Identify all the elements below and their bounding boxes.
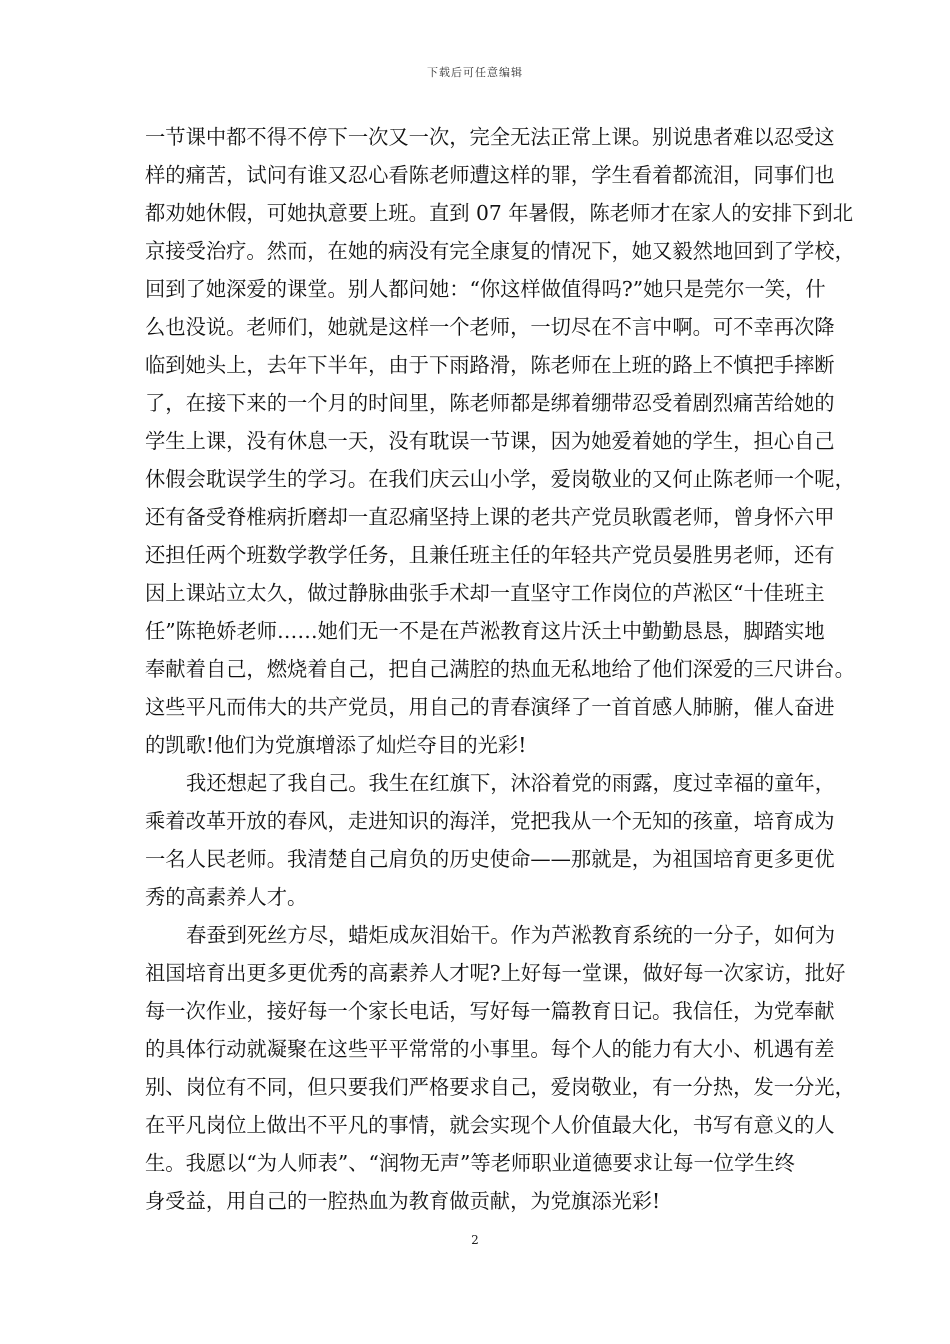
text-line: 身受益，用自己的一腔热血为教育做贡献，为党旗添光彩! [145, 1189, 661, 1213]
text-line: 别、岗位有不同，但只要我们严格要求自己，爱岗敬业，有一分热，发一分光， [145, 1075, 855, 1099]
text-line: 临到她头上，去年下半年，由于下雨路滑，陈老师在上班的路上不慎把手摔断 [145, 353, 835, 377]
text-line: 都劝她休假，可她执意要上班。直到 07 年暑假，陈老师才在家人的安排下到北 [145, 201, 853, 225]
text-line: 回到了她深爱的课堂。别人都问她：“你这样做值得吗?”她只是莞尔一笑，什 [145, 277, 826, 301]
text-line: 在平凡岗位上做出不平凡的事情，就会实现个人价值最大化，书写有意义的人 [145, 1113, 835, 1137]
body-text [145, 118, 855, 1220]
text-line: 的凯歌!他们为党旗增添了灿烂夺目的光彩! [145, 733, 527, 757]
text-line: 一节课中都不得不停下一次又一次，完全无法正常上课。别说患者难以忍受这 [145, 125, 835, 149]
text-line: 么也没说。老师们，她就是这样一个老师，一切尽在不言中啊。可不幸再次降 [145, 315, 835, 339]
text-line: 生。我愿以“为人师表”、“润物无声”等老师职业道德要求让每一位学生终 [145, 1151, 795, 1175]
text-line: 的具体行动就凝聚在这些平平常常的小事里。每个人的能力有大小、机遇有差 [145, 1037, 835, 1061]
text-line: 这些平凡而伟大的共产党员，用自己的青春演绎了一首首感人肺腑，催人奋进 [145, 695, 835, 719]
paragraph-start-line: 我还想起了我自己。我生在红旗下，沐浴着党的雨露，度过幸福的童年， [186, 771, 836, 795]
text-line: 还有备受脊椎病折磨却一直忍痛坚持上课的老共产党员耿霞老师，曾身怀六甲 [145, 505, 835, 529]
text-line: 奉献着自己，燃烧着自己，把自己满腔的热血无私地给了他们深爱的三尺讲台。 [145, 657, 855, 681]
text-line: 了，在接下来的一个月的时间里，陈老师都是绑着绷带忍受着剧烈痛苦给她的 [145, 391, 835, 415]
text-line: 因上课站立太久，做过静脉曲张手术却一直坚守工作岗位的芦淞区“十佳班主 [145, 581, 825, 605]
text-line: 每一次作业，接好每一个家长电话，写好每一篇教育日记。我信任，为党奉献 [145, 999, 835, 1023]
text-line: 一名人民老师。我清楚自己肩负的历史使命——那就是，为祖国培育更多更优 [145, 847, 835, 871]
text-line: 休假会耽误学生的学习。在我们庆云山小学，爱岗敬业的又何止陈老师一个呢， [145, 467, 855, 491]
text-line: 样的痛苦，试问有谁又忍心看陈老师遭这样的罪，学生看着都流泪，同事们也 [145, 163, 835, 187]
text-line: 京接受治疗。然而，在她的病没有完全康复的情况下，她又毅然地回到了学校， [145, 239, 855, 263]
text-line: 任”陈艳娇老师……她们无一不是在芦淞教育这片沃土中勤勤恳恳，脚踏实地 [145, 619, 825, 643]
page-header: 下载后可任意编辑 [427, 66, 523, 79]
text-line: 乘着改革开放的春风，走进知识的海洋，党把我从一个无知的孩童，培育成为 [145, 809, 835, 833]
text-line: 祖国培育出更多更优秀的高素养人才呢?上好每一堂课，做好每一次家访，批好 [145, 961, 846, 985]
text-line: 秀的高素养人才。 [145, 885, 308, 909]
page-number: 2 [471, 1233, 479, 1247]
paragraph-start-line: 春蚕到死丝方尽，蜡炬成灰泪始干。作为芦淞教育系统的一分子，如何为 [186, 923, 836, 947]
text-line: 还担任两个班数学教学任务，且兼任班主任的年轻共产党员晏胜男老师，还有 [145, 543, 835, 567]
text-line: 学生上课，没有休息一天，没有耽误一节课，因为她爱着她的学生，担心自己 [145, 429, 835, 453]
